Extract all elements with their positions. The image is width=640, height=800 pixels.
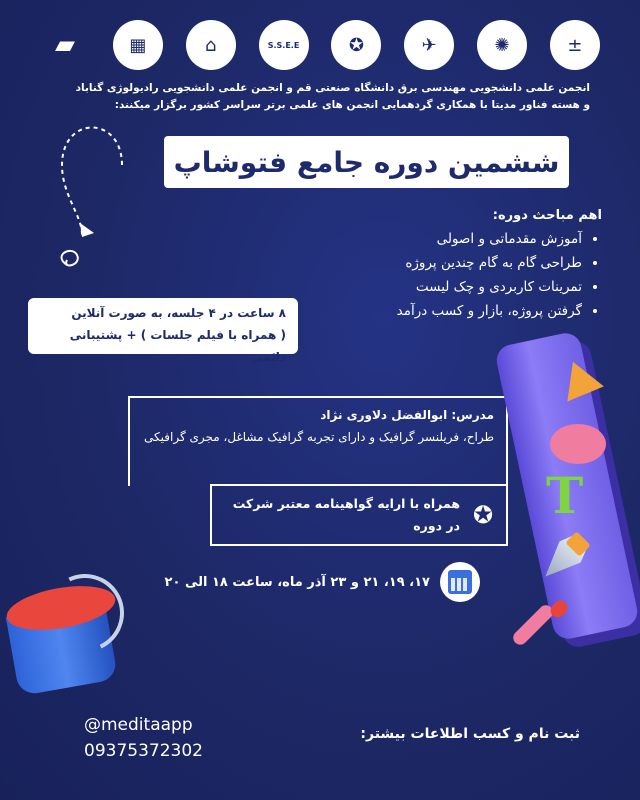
title-banner [164,136,569,188]
wings-logo-icon: ✈ [404,20,454,70]
social-handle: @meditaapp [84,715,193,735]
topic-item: • تمرینات کاربردی و چک لیست [310,275,582,299]
register-text: ثبت نام و کسب اطلاعات بیشتر: [360,726,580,742]
chip-logo-icon: ▦ [113,20,163,70]
contact-info [84,712,203,764]
topic-item: • آموزش مقدماتی و اصولی [310,227,582,251]
ssee-logo-icon: S.S.E.E [259,20,309,70]
topics-heading: اهم مباحث دوره: [492,208,602,223]
topic-item: • طراحی گام به گام چندین پروژه [310,251,582,275]
triangle-shape-icon [567,362,606,406]
topics-section [310,208,602,323]
lines-logo-icon: ▰ [55,30,75,60]
topic-item: • گرفتن پروژه، بازار و کسب درآمد [310,299,582,323]
phone-number: 09375372302 [84,741,203,761]
dates-text: ۱۷، ۱۹، ۲۱ و ۲۳ آذر ماه، ساعت ۱۸ الی ۲۰ [164,574,430,590]
university-seal-icon: ✺ [477,20,527,70]
intro-text: انجمن علمی دانشجویی مهندسی برق دانشگاه صنعتی قم و انجمن علمی دانشجویی رادیولوژی گناباد و هسته فناور مدیتا با همکاری گردهمایی انجمن های علمی برتر سراسر کشور برگزار میکنند: [75,82,590,111]
dropper-tool-icon [510,602,555,647]
oval-shape-icon [550,424,606,464]
certificate-text: همراه با ارایه گواهینامه معتبر شرکت در دوره [232,496,460,533]
paint-bucket-icon [6,578,126,688]
text-tool-icon: T [546,466,584,525]
topics-list [310,227,602,323]
certificate-box [210,484,508,546]
teacher-name: مدرس: ابوالفضل دلاوری نژاد [320,408,494,422]
house-logo-icon: ⌂ [186,20,236,70]
schedule-line-2: ( همراه با فیلم جلسات ) + پشتیبانی دائمی [69,328,286,364]
badge-icon: ✪ [472,501,494,529]
logo-row [40,16,600,74]
teacher-box [128,396,508,486]
calculator-logo-icon: ± [550,20,600,70]
calendar-icon [440,562,480,602]
teacher-bio: طراح، فریلنسر گرافیک و دارای تجربه گرافیک مشاغل، مجری گرافیکی [144,430,494,444]
schedule-line-1: ۸ ساعت در ۴ جلسه، به صورت آنلاین [71,306,286,320]
dates-row [140,560,480,604]
schedule-box [28,298,298,364]
figure-logo-icon: ✪ [331,20,381,70]
dotted-path-decoration [22,105,132,275]
page-title: ششمین دوره جامع فتوشاپ [173,145,560,179]
